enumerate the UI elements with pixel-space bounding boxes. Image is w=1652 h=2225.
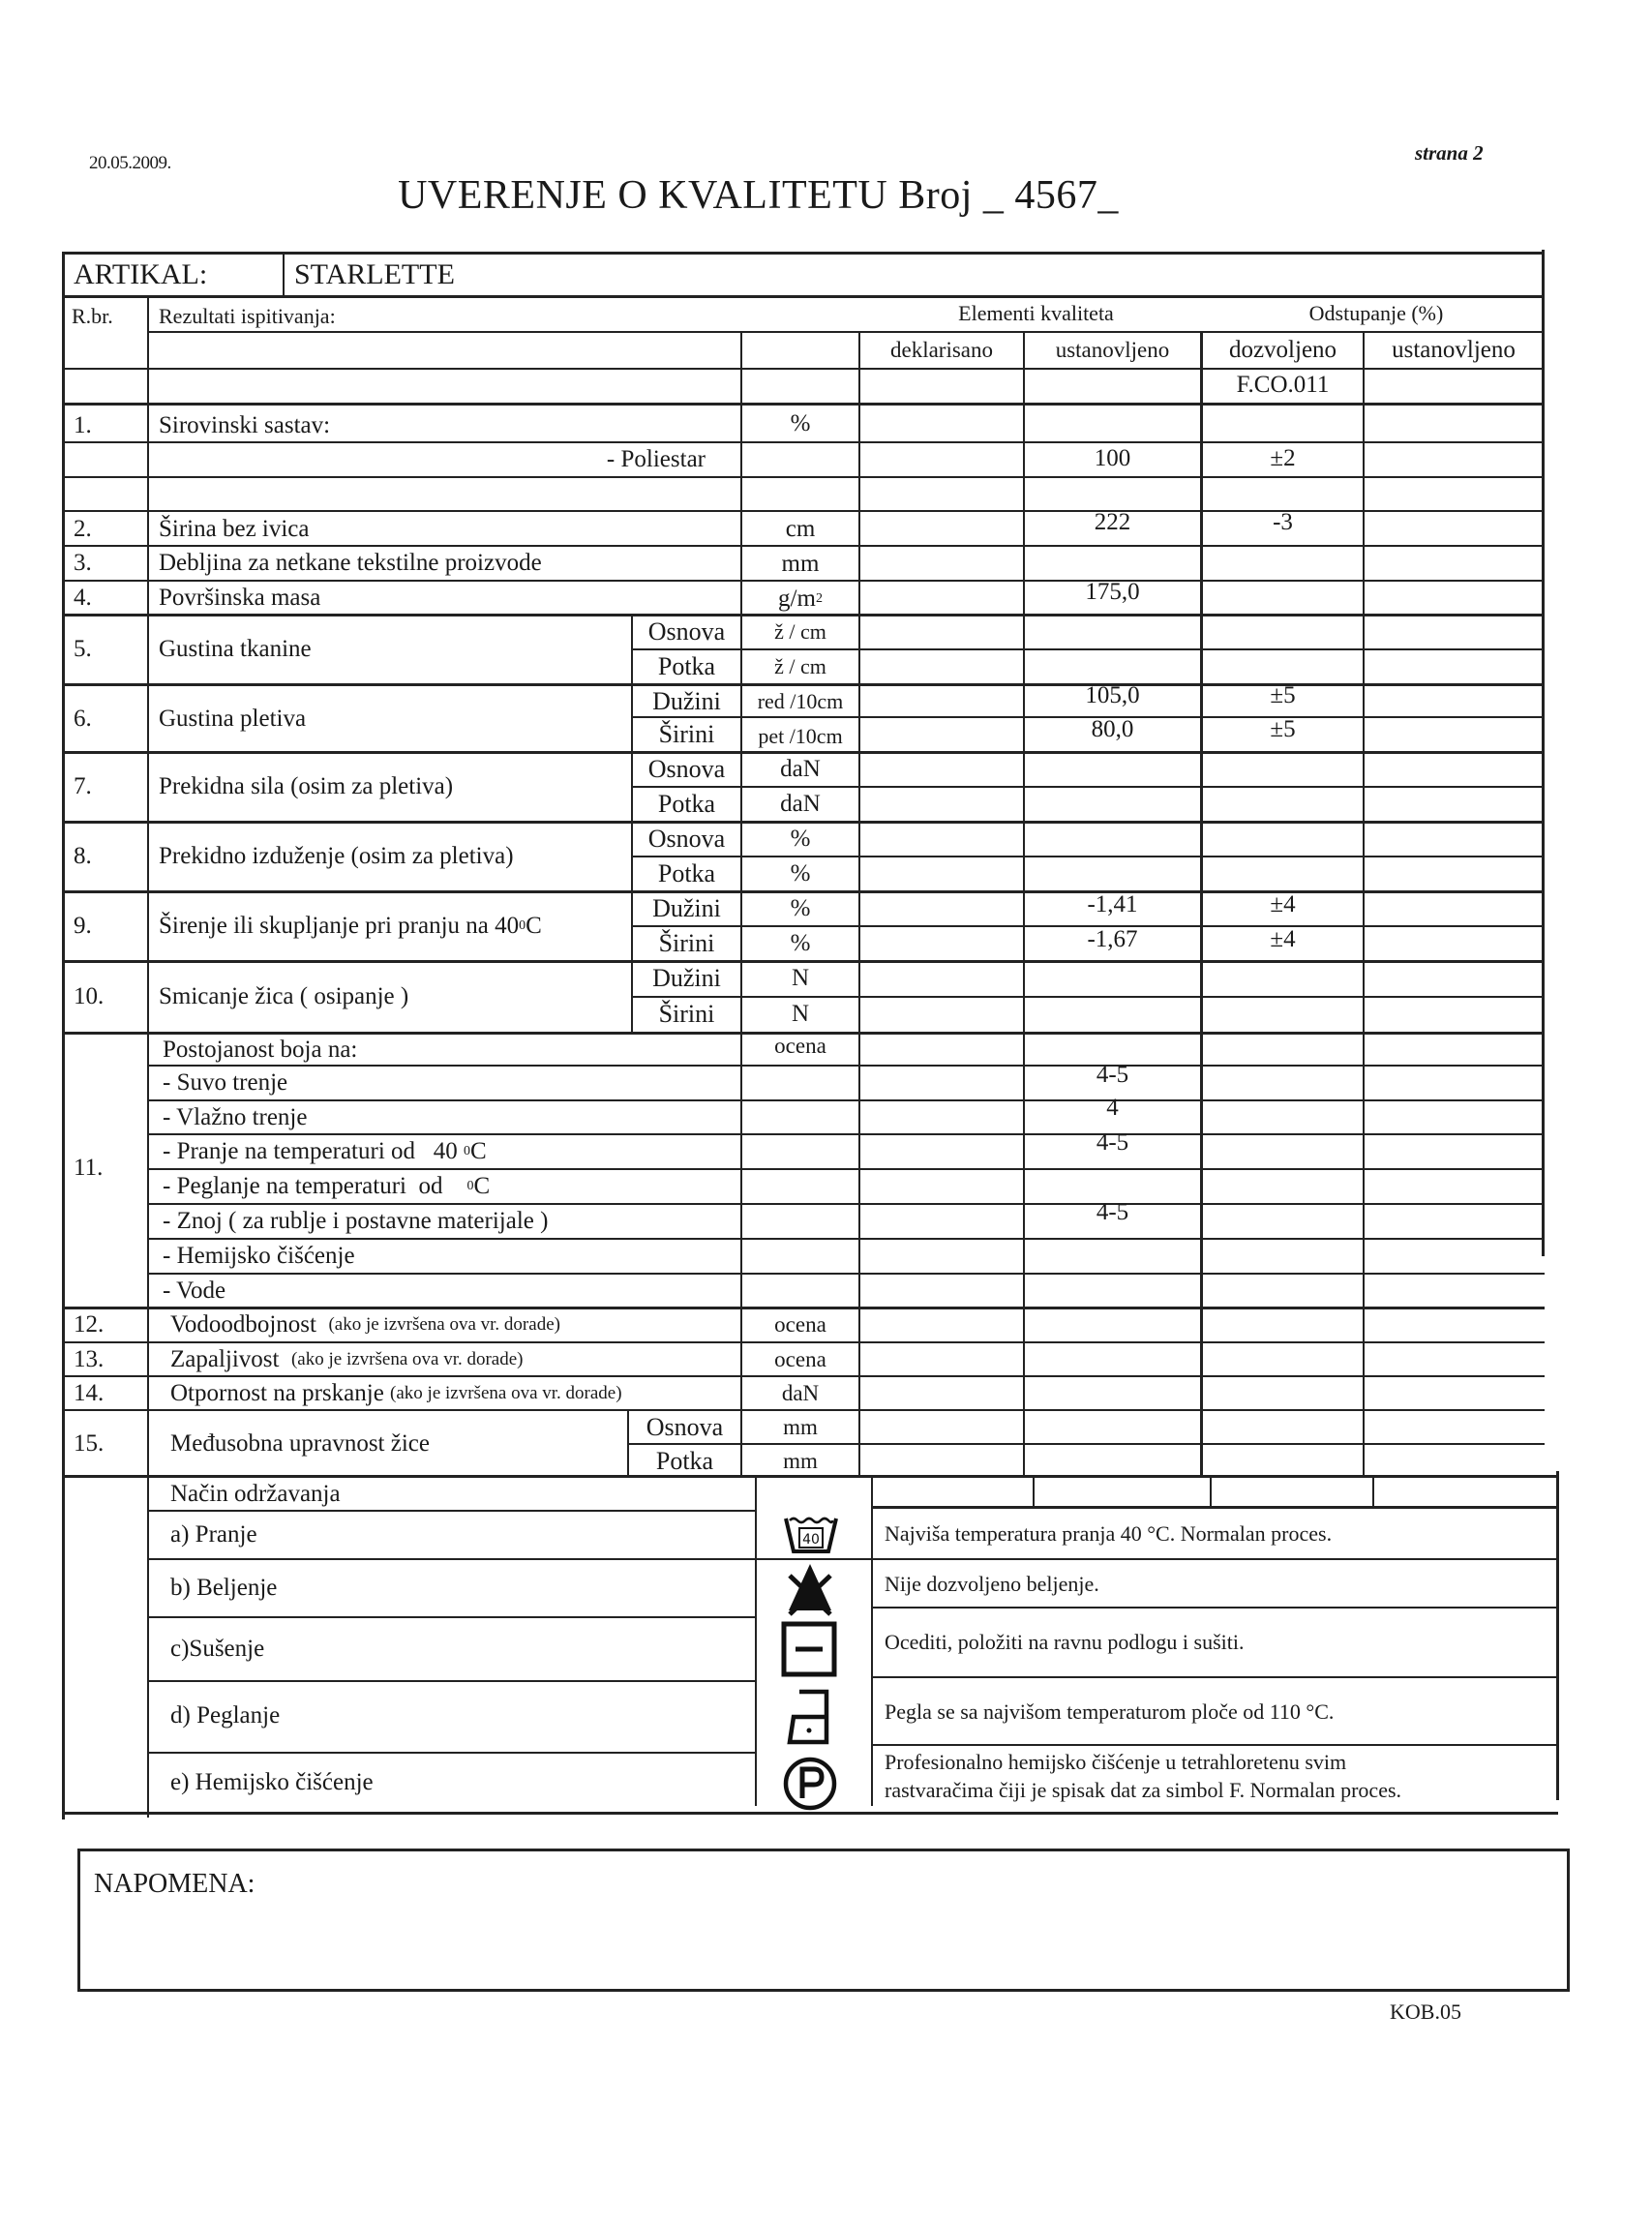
column-header-quality-elements: Elementi kvaliteta <box>958 301 1114 325</box>
row-label: Gustina pletiva <box>159 706 307 732</box>
row-number: 8. <box>74 843 92 869</box>
row-label: Prekidna sila (osim za pletiva) <box>159 773 454 799</box>
row-unit: ocena <box>774 1312 826 1337</box>
article-label: ARTIKAL: <box>74 258 208 290</box>
row-number: 9. <box>74 913 92 939</box>
established-value: -1,41 <box>1087 891 1138 917</box>
row-unit: ž / cm <box>774 654 826 678</box>
row-label <box>161 1377 741 1410</box>
established-value: 4-5 <box>1096 1199 1129 1225</box>
dry-flat-icon <box>780 1620 838 1678</box>
row-label: Širenje ili skupljanje pri pranju na 40 0 C <box>159 913 542 939</box>
row-unit: mm <box>781 551 820 577</box>
row-sublabel: Potka <box>655 1447 714 1475</box>
care-label-bleaching: b) Beljenje <box>170 1575 278 1601</box>
colorfastness-item: - Vlažno trenje <box>163 1104 308 1130</box>
row-number: 14. <box>74 1380 105 1406</box>
svg-text:40: 40 <box>802 1532 820 1548</box>
form-code: KOB.05 <box>1390 1999 1461 2024</box>
care-header-divider <box>1033 1477 1035 1508</box>
row-number: 10. <box>74 983 105 1009</box>
row-label: Postojanost boja na: <box>163 1037 358 1063</box>
row-unit: mm <box>783 1415 818 1439</box>
row-label-text: Vodoodbojnost <box>170 1311 316 1338</box>
colorfastness-item: - Vode <box>163 1278 226 1304</box>
row-divider <box>871 1506 1558 1509</box>
column-header-established: ustanovljeno <box>1055 338 1170 362</box>
established-value: 4-5 <box>1096 1129 1129 1156</box>
column-header-results: Rezultati ispitivanja: <box>159 304 336 328</box>
column-header-declared: deklarisano <box>889 338 993 362</box>
row-unit: red /10cm <box>757 689 844 713</box>
care-header-divider <box>1210 1477 1212 1508</box>
row-label <box>161 1343 741 1376</box>
row-number: 12. <box>74 1311 105 1338</box>
document-date: 20.05.2009. <box>89 153 171 173</box>
description-line: Profesionalno hemijsko čišćenje u tetrahloretenu svim <box>885 1750 1347 1774</box>
row-unit: g/m 2 <box>778 586 823 612</box>
care-description-bleaching: Nije dozvoljeno beljenje. <box>885 1572 1099 1596</box>
row-sublabel: Osnova <box>646 1413 724 1441</box>
care-header-divider <box>1372 1477 1374 1508</box>
row-number: 3. <box>74 550 92 576</box>
notes-box[interactable] <box>77 1849 1570 1992</box>
document-title <box>0 172 1652 219</box>
established-value: 175,0 <box>1085 579 1140 605</box>
row-number: 5. <box>74 636 92 662</box>
established-value: 222 <box>1094 509 1131 535</box>
row-unit: daN <box>780 756 821 782</box>
row-sublabel: Širini <box>658 720 715 748</box>
row-unit: cm <box>785 516 816 542</box>
care-label-dry-cleaning: e) Hemijsko čišćenje <box>170 1769 374 1795</box>
row-note: (ako je izvršena ova vr. dorade) <box>328 1314 560 1335</box>
row-note: (ako je izvršena ova vr. dorade) <box>390 1383 622 1403</box>
item-text: - Peglanje na temperaturi od <box>163 1173 467 1199</box>
column-header-rbr: R.br. <box>72 304 113 328</box>
row-unit: % <box>790 410 811 436</box>
item-unit: C <box>470 1138 487 1164</box>
row-sublabel: Potka <box>657 859 716 887</box>
row-sublabel: Širini <box>658 1000 715 1028</box>
colorfastness-item: - Pranje na temperaturi od 40 0 C <box>163 1138 487 1164</box>
document-title-text: UVERENJE O KVALITETU Broj _ 4567_ <box>398 173 1119 218</box>
row-unit: % <box>790 860 811 887</box>
care-description-drying: Ocediti, položiti na ravnu podlogu i sušiti. <box>885 1630 1245 1654</box>
row-divider <box>62 476 1545 478</box>
care-label-washing: a) Pranje <box>170 1521 257 1548</box>
row-sublabel: Potka <box>657 652 716 680</box>
established-value: 100 <box>1094 445 1131 471</box>
row-unit: N <box>791 965 810 991</box>
row-number: 4. <box>74 585 92 611</box>
row-number: 6. <box>74 706 92 732</box>
unit-text: g/m <box>778 586 816 612</box>
row-number: 2. <box>74 516 92 542</box>
allowed-value: -3 <box>1273 509 1293 535</box>
row-label: Sirovinski sastav: <box>159 412 331 438</box>
table-border-bottom <box>62 1812 1558 1815</box>
row-sublabel: Potka <box>657 790 716 818</box>
colorfastness-item: - Suvo trenje <box>163 1069 288 1096</box>
unit-column-right <box>858 331 860 1477</box>
established-value: 80,0 <box>1091 716 1134 742</box>
dry-clean-p-icon <box>782 1756 838 1812</box>
allowed-value: ±4 <box>1270 891 1296 917</box>
row-label: Površinska masa <box>159 585 321 611</box>
row-unit: mm <box>783 1449 818 1473</box>
row-unit: ž / cm <box>774 619 826 644</box>
row-label: Prekidno izduženje (osim za pletiva) <box>159 843 514 869</box>
care-description-dry-cleaning <box>885 1748 1552 1804</box>
standard-reference: F.CO.011 <box>1236 372 1330 398</box>
care-icon-column-left <box>755 1477 757 1806</box>
row-label: Smicanje žica ( osipanje ) <box>159 983 409 1009</box>
row-label: Međusobna upravnost žice <box>170 1430 430 1457</box>
row-sublabel: Osnova <box>647 755 726 783</box>
row-sublabel: Osnova <box>647 825 726 853</box>
care-label-drying: c)Sušenje <box>170 1636 265 1662</box>
row-unit: daN <box>780 791 821 817</box>
care-label-ironing: d) Peglanje <box>170 1702 281 1729</box>
row-unit: % <box>790 930 811 956</box>
row-sublabel: Dužini <box>652 687 721 715</box>
established-value: 105,0 <box>1085 682 1140 708</box>
no-bleach-icon <box>786 1562 834 1616</box>
column-header-allowed: dozvoljeno <box>1228 337 1337 363</box>
established-value: 4 <box>1106 1095 1119 1121</box>
row-number: 1. <box>74 412 92 438</box>
row-label <box>161 1308 741 1341</box>
allowed-value: ±2 <box>1270 445 1296 471</box>
row-unit: daN <box>781 1381 820 1405</box>
row-divider <box>62 403 1545 406</box>
row-label: Gustina tkanine <box>159 636 312 662</box>
row-sublabel: - Poliestar <box>606 446 706 472</box>
row-label: Debljina za netkane tekstilne proizvode <box>159 550 542 576</box>
iron-low-icon <box>784 1686 836 1748</box>
care-description-washing: Najviša temperatura pranja 40 °C. Normalan proces. <box>885 1521 1333 1546</box>
notes-label: NAPOMENA: <box>94 1869 255 1899</box>
row-unit: ocena <box>774 1347 826 1371</box>
row-label: Širina bez ivica <box>159 516 310 542</box>
item-unit: C <box>473 1173 491 1199</box>
care-title: Način održavanja <box>170 1481 341 1507</box>
row-label-text: Zapaljivost <box>170 1346 280 1372</box>
row-number: 7. <box>74 773 92 799</box>
established-value: -1,67 <box>1087 926 1138 952</box>
row-sublabel: Osnova <box>647 617 726 646</box>
row-label-text: Širenje ili skupljanje pri pranju na 40 <box>159 913 520 939</box>
row-unit: N <box>791 1001 810 1027</box>
allowed-column-right <box>1363 331 1365 1477</box>
care-description-ironing: Pegla se sa najvišom temperaturom ploče od 110 °C. <box>885 1699 1335 1724</box>
colorfastness-item: - Znoj ( za rublje i postavne materijale ) <box>163 1208 549 1234</box>
allowed-value: ±5 <box>1270 682 1296 708</box>
allowed-value: ±4 <box>1270 926 1296 952</box>
description-line: rastvaračima čiji je spisak dat za simbol F. Normalan proces. <box>885 1778 1402 1802</box>
column-header-deviation: Odstupanje (%) <box>1308 301 1444 325</box>
article-value: STARLETTE <box>294 258 455 290</box>
row-unit: ocena <box>774 1034 826 1058</box>
row-label-unit: C <box>526 913 542 939</box>
colorfastness-item: - Hemijsko čišćenje <box>163 1243 355 1269</box>
row-unit: % <box>790 826 811 852</box>
row-divider <box>871 1744 1558 1746</box>
row-number: 15. <box>74 1430 105 1457</box>
row-note: (ako je izvršena ova vr. dorade) <box>290 1349 524 1369</box>
item-text: - Pranje na temperaturi od 40 <box>163 1138 465 1164</box>
table-border-right-lower <box>1556 1471 1559 1800</box>
row-sublabel: Dužini <box>652 894 721 922</box>
page-number: strana 2 <box>1415 141 1484 165</box>
row-sublabel: Širini <box>658 929 715 957</box>
wash-40-icon <box>782 1513 840 1555</box>
allowed-value: ±5 <box>1270 716 1296 742</box>
row-label-text: Otpornost na prskanje <box>170 1380 384 1406</box>
colorfastness-item: - Peglanje na temperaturi od 0 C <box>163 1173 491 1199</box>
established-value: 4-5 <box>1096 1062 1129 1088</box>
row-number: 13. <box>74 1346 105 1372</box>
row-sublabel: Dužini <box>652 964 721 992</box>
column-header-established-deviation: ustanovljeno <box>1392 337 1516 363</box>
row-unit: % <box>790 895 811 921</box>
row-unit: pet /10cm <box>758 724 843 748</box>
row-number: 11. <box>74 1155 104 1181</box>
